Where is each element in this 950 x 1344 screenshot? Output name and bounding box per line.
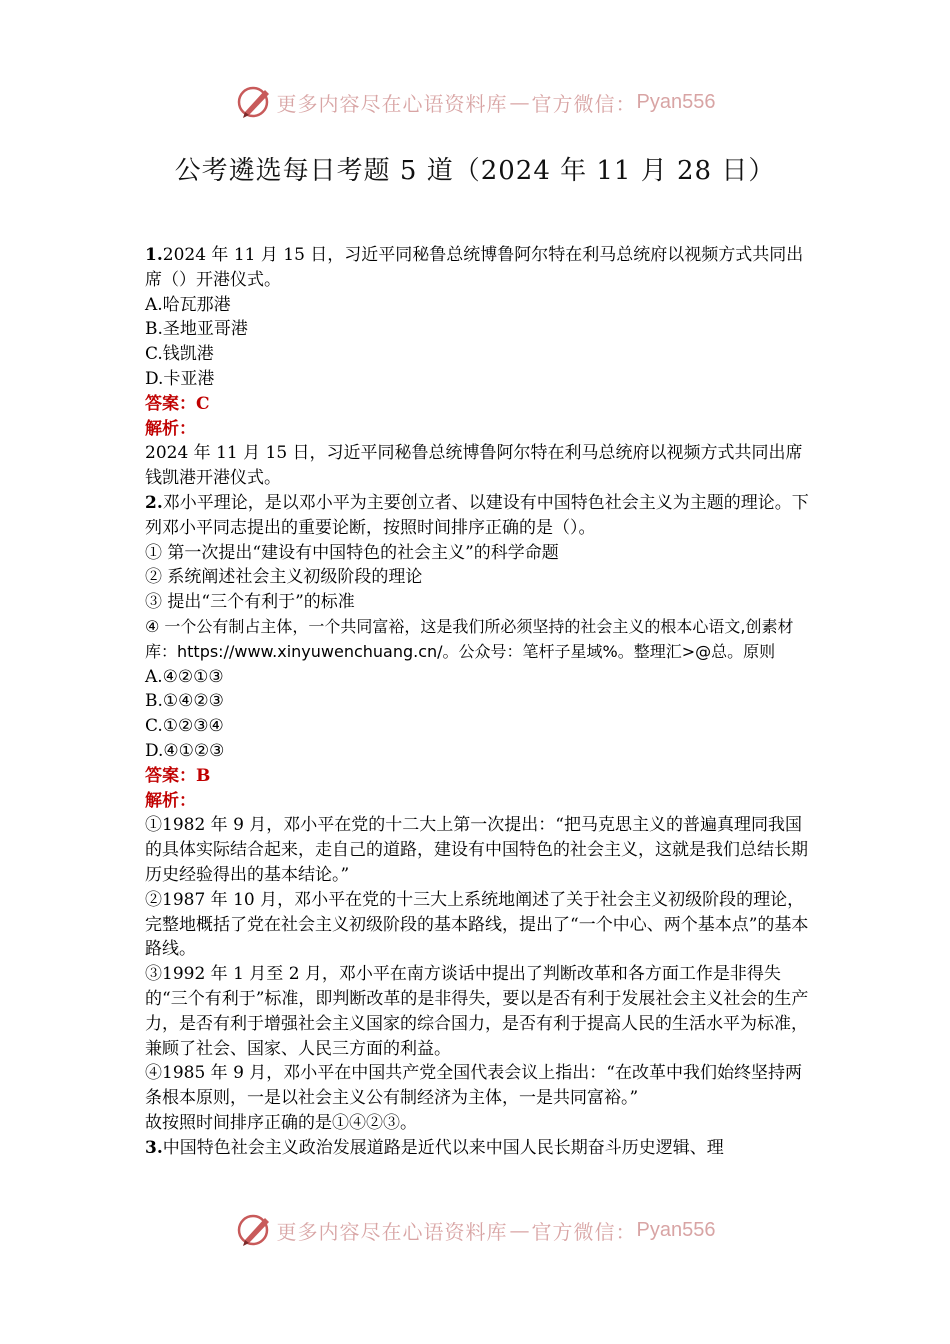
banner-brand-text: 更多内容尽在心语资料库: [276, 1219, 508, 1244]
analysis-paragraph: ①1982 年 9 月，邓小平在党的十二大上第一次提出：“把马克思主义的普遍真理同我国的具体实际结合起来，走自己的道路，建设有中国特色的社会主义，这就是我们总结长期历史经验得出的基本结论。”: [145, 815, 808, 885]
question-3: [145, 1136, 810, 1161]
banner-label: 官方微信：: [531, 1219, 637, 1244]
option-a: A.④②①③: [145, 666, 224, 687]
question-text: 2024 年 11 月 15 日，习近平同秘鲁总统博鲁阿尔特在利马总统府以视频方式共同出席（）开港仪式。: [145, 245, 804, 290]
option-d: D.④①②③: [145, 740, 225, 761]
option-b: B.①④②③: [145, 691, 224, 712]
banner-brand-text: 更多内容尽在心语资料库: [276, 91, 508, 116]
document-body: [145, 243, 810, 1160]
statement-item: ③ 提出“三个有利于”的标准: [145, 592, 355, 613]
footer-watermark-banner: [0, 1210, 950, 1250]
question-text: 邓小平理论，是以邓小平为主要创立者、以建设有中国特色社会主义为主题的理论。下列邓小平同志提出的重要论断，按照时间排序正确的是（）。: [145, 492, 809, 538]
statement-item: ② 系统阐述社会主义初级阶段的理论: [145, 567, 423, 588]
analysis-paragraph: 故按照时间排序正确的是①④②③。: [145, 1112, 417, 1133]
banner-separator: —: [509, 1218, 530, 1242]
question-1: [145, 243, 810, 293]
option-c: C.①②③④: [145, 716, 224, 737]
question-number: 3.: [145, 1137, 163, 1158]
analysis-label: 解析：: [145, 418, 196, 439]
question-number: 2.: [145, 492, 163, 513]
answer-label: 答案：C: [145, 393, 210, 414]
page-title: 公考遴选每日考题 5 道（2024 年 11 月 28 日）: [174, 156, 776, 186]
question-2: [145, 491, 810, 541]
analysis-paragraph: ③1992 年 1 月至 2 月，邓小平在南方谈话中提出了判断改革和各方面工作是非得失的“三个有利于”标准，即判断改革的是非得失，要以是否有利于发展社会主义社会的生产力，是否有利于增强社会主义国家的综合国力，是否有利于提高人民的生活水平为标准，兼顾了社会、国家、人民三方面的利益。: [145, 964, 809, 1059]
question-text: 中国特色社会主义政治发展道路是近代以来中国人民长期奋斗历史逻辑、理: [162, 1137, 724, 1158]
banner-separator: —: [509, 90, 530, 114]
answer-label: 答案：B: [145, 765, 211, 786]
option-d: D.卡亚港: [145, 368, 215, 389]
option-c: C.钱凯港: [145, 344, 214, 365]
question-number: 1.: [145, 245, 163, 265]
option-b: B.圣地亚哥港: [145, 319, 248, 340]
statement-item-watermark: ④ 一个公有制占主体，一个共同富裕，这是我们所必须坚持的社会主义的根本心语文,创素材库：https://www.xinyuwenchuang.cn/。公众号：笔杆子星域%。整理汇>@总。原则: [145, 616, 794, 661]
header-watermark-banner: [0, 82, 950, 122]
pen-logo-icon: [235, 1210, 275, 1250]
analysis-paragraph: ④1985 年 9 月，邓小平在中国共产党全国代表会议上指出：“在改革中我们始终坚持两条根本原则，一是以社会主义公有制经济为主体，一是共同富裕。”: [145, 1063, 802, 1109]
analysis-paragraph: 2024 年 11 月 15 日，习近平同秘鲁总统博鲁阿尔特在利马总统府以视频方式共同出席钱凯港开港仪式。: [145, 443, 803, 489]
banner-label: 官方微信：: [531, 91, 637, 116]
banner-wechat-handle: Pyan556: [636, 1218, 716, 1241]
analysis-paragraph: ②1987 年 10 月，邓小平在党的十三大上系统地阐述了关于社会主义初级阶段的理论，完整地概括了党在社会主义初级阶段的基本路线，提出了“一个中心、两个基本点”的基本路线。: [145, 889, 809, 960]
option-a: A.哈瓦那港: [145, 294, 231, 315]
banner-wechat-handle: Pyan556: [636, 90, 716, 113]
pen-logo-icon: [235, 82, 275, 122]
statement-item: ① 第一次提出“建设有中国特色的社会主义”的科学命题: [145, 542, 559, 563]
analysis-label: 解析：: [145, 790, 196, 811]
